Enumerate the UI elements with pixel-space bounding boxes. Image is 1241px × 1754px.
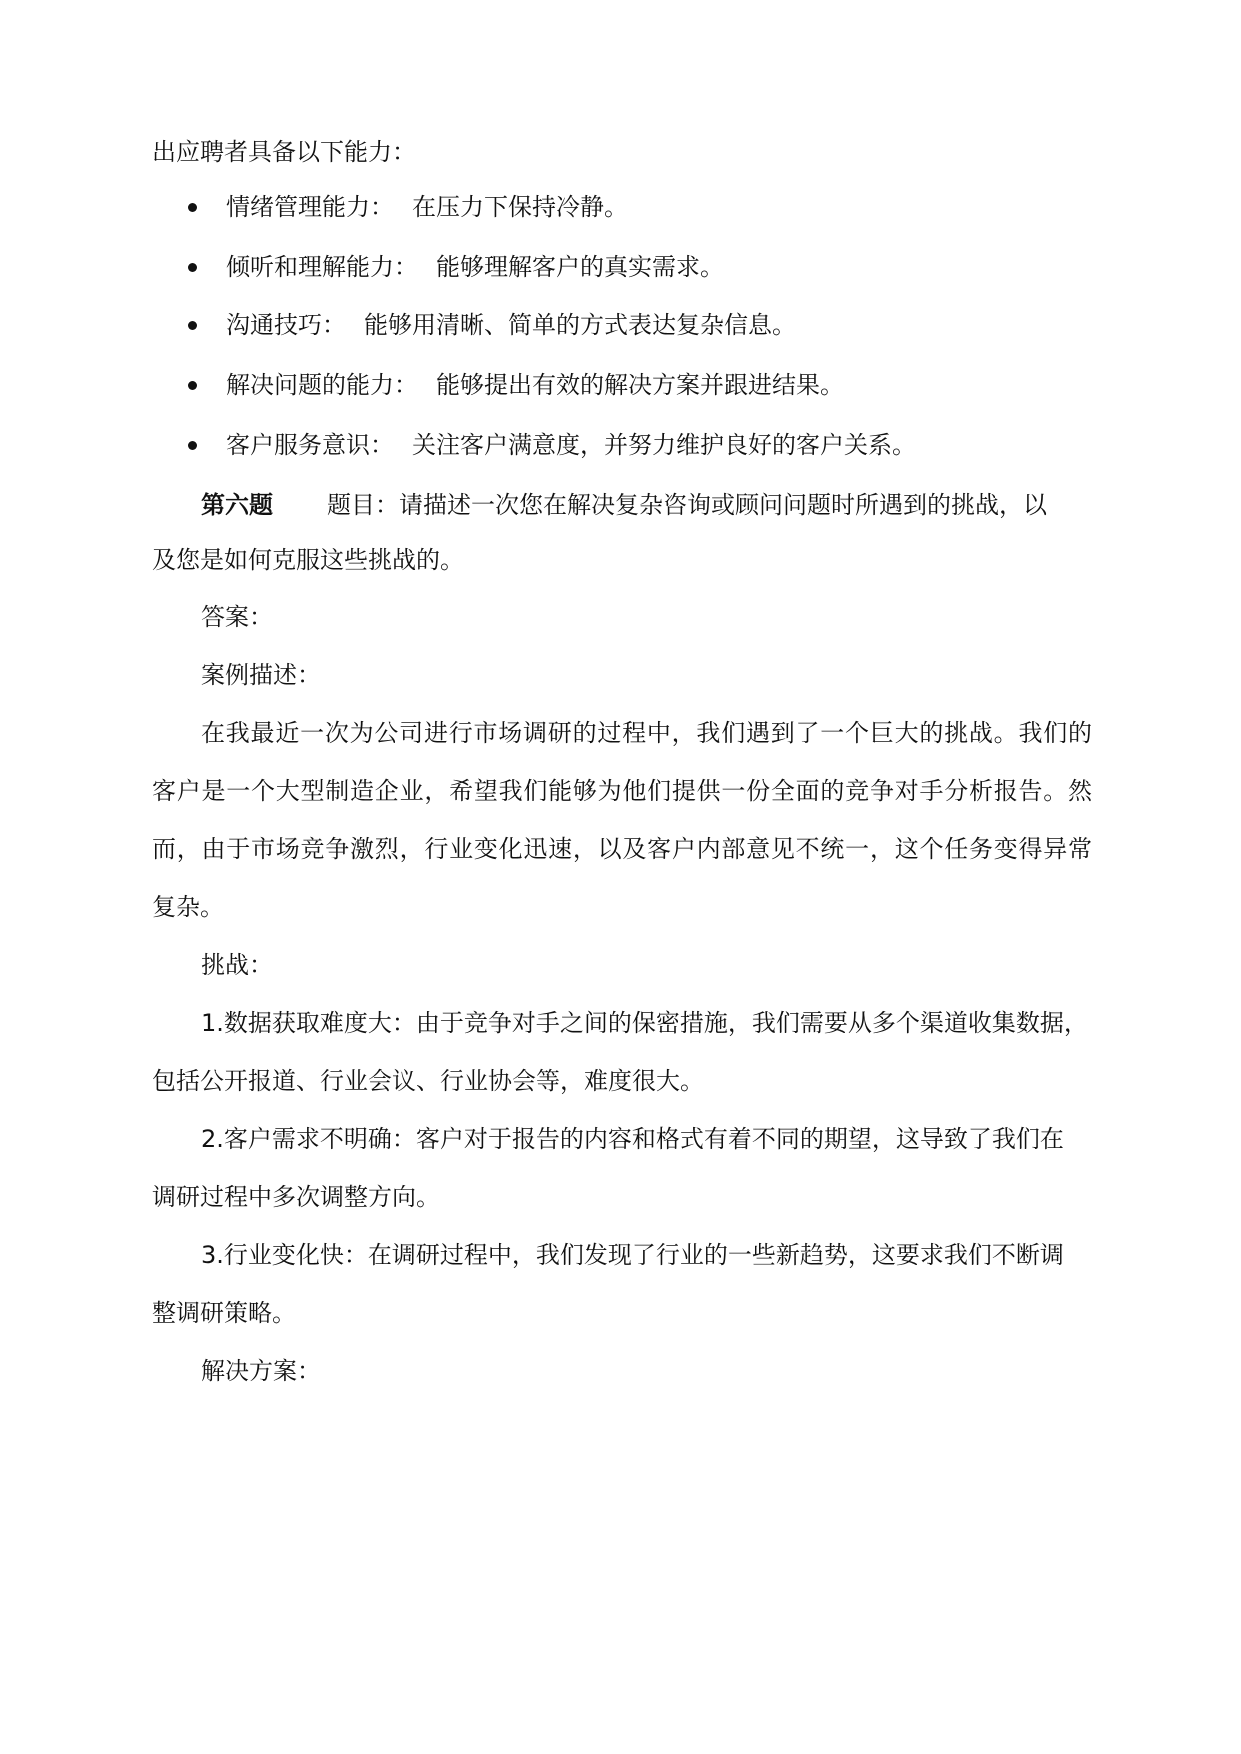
challenge-text: 客户需求不明确：客户对于报告的内容和格式有着不同的期望，这导致了我们在: [223, 1125, 1064, 1153]
case-line-2: 客户是一个大型制造企业，希望我们能够为他们提供一份全面的竞争对手分析报告。然: [152, 777, 1092, 805]
challenge-1-line-1: [201, 1006, 1092, 1040]
case-label: 案例描述：: [201, 661, 321, 689]
bullet-icon: [188, 203, 197, 212]
ability-desc: 能够用清晰、简单的方式表达复杂信息。: [364, 311, 796, 339]
challenge-2-line-1: [201, 1122, 1092, 1156]
ability-desc: 能够提出有效的解决方案并跟进结果。: [436, 371, 844, 399]
challenge-2-line-2: 调研过程中多次调整方向。: [152, 1183, 440, 1211]
challenge-3-line-1: [201, 1238, 1092, 1272]
ability-term: 客户服务意识：: [226, 431, 394, 459]
case-line-1: 在我最近一次为公司进行市场调研的过程中，我们遇到了一个巨大的挑战。我们的: [201, 719, 1092, 747]
bullet-icon: [188, 441, 197, 450]
question-line-2: 及您是如何克服这些挑战的。: [152, 546, 464, 574]
case-line-3: 而，由于市场竞争激烈，行业变化迅速，以及客户内部意见不统一，这个任务变得异常: [152, 835, 1092, 863]
challenge-number: 1.: [201, 1009, 224, 1037]
list-item-text: [226, 368, 844, 402]
list-item-text: [226, 190, 628, 224]
ability-desc: 在压力下保持冷静。: [412, 193, 628, 221]
challenge-3-line-2: 整调研策略。: [152, 1299, 296, 1327]
ability-desc: 能够理解客户的真实需求。: [436, 253, 724, 281]
ability-term: 倾听和理解能力：: [226, 253, 418, 281]
challenge-label: 挑战：: [201, 951, 273, 979]
case-line-4: 复杂。: [152, 893, 224, 921]
challenge-text: 行业变化快：在调研过程中，我们发现了行业的一些新趋势，这要求我们不断调: [223, 1241, 1064, 1269]
solution-label: 解决方案：: [201, 1357, 321, 1385]
ability-term: 解决问题的能力：: [226, 371, 418, 399]
question-text: 题目：请描述一次您在解决复杂咨询或顾问问题时所遇到的挑战，以: [327, 491, 1047, 519]
challenge-number: 2.: [201, 1125, 224, 1153]
question-line-1: [201, 488, 1092, 522]
list-item-text: [226, 250, 724, 284]
ability-desc: 关注客户满意度，并努力维护良好的客户关系。: [412, 431, 916, 459]
challenge-1-line-2: 包括公开报道、行业会议、行业协会等，难度很大。: [152, 1067, 704, 1095]
bullet-icon: [188, 321, 197, 330]
bullet-icon: [188, 381, 197, 390]
intro-line: 出应聘者具备以下能力：: [152, 138, 416, 166]
ability-term: 情绪管理能力：: [226, 193, 394, 221]
list-item-text: [226, 308, 796, 342]
answer-label: 答案：: [201, 603, 273, 631]
bullet-icon: [188, 263, 197, 272]
ability-term: 沟通技巧：: [226, 311, 346, 339]
list-item-text: [226, 428, 916, 462]
question-label: 第六题: [201, 490, 273, 519]
challenge-number: 3.: [201, 1241, 224, 1269]
challenge-text: 数据获取难度大：由于竞争对手之间的保密措施，我们需要从多个渠道收集数据，: [223, 1009, 1088, 1037]
